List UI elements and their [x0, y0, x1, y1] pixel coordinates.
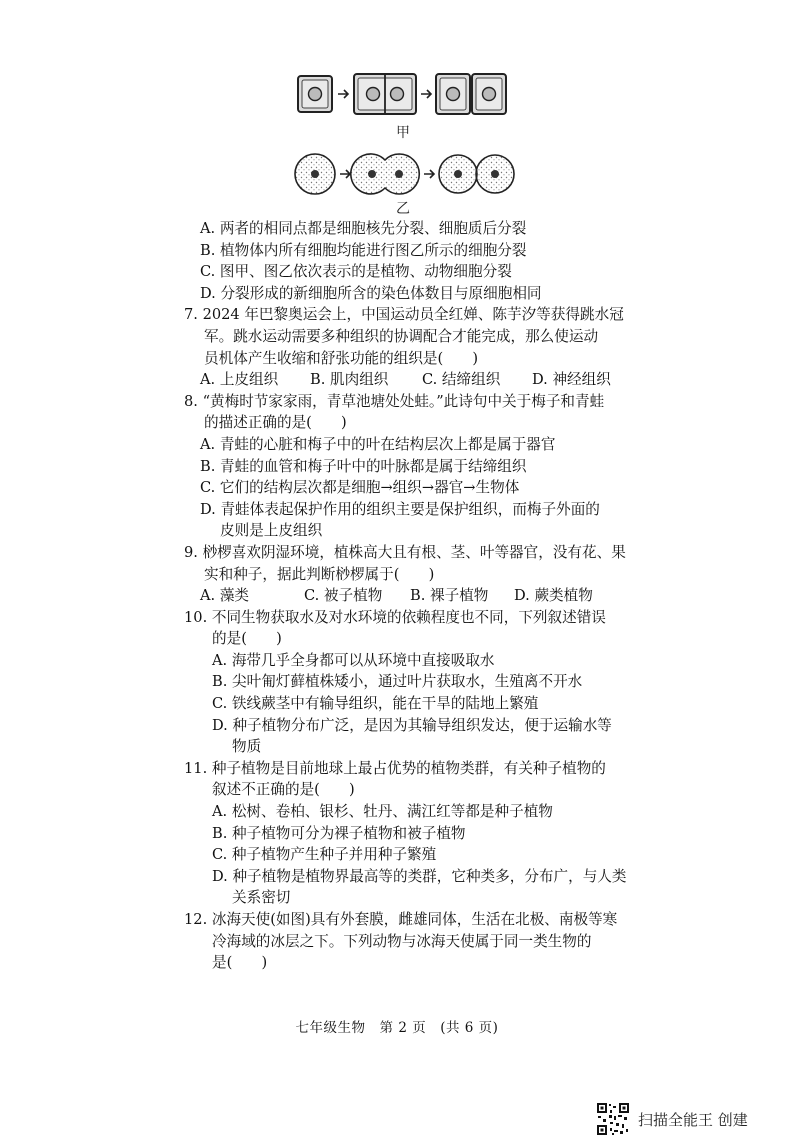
qr-code-icon: [596, 1102, 630, 1136]
q9-option-a: A. 藻类: [200, 587, 250, 605]
q8-option-d-cont: 皮则是上皮组织: [220, 522, 323, 540]
q7-stem-line-1: 7. 2024 年巴黎奥运会上，中国运动员全红婵、陈芋汐等获得跳水冠: [184, 306, 624, 324]
question-8: [184, 391, 736, 542]
q11-option-c: C. 种子植物产生种子并用种子繁殖: [212, 846, 437, 864]
q10-stem-line-1: 10. 不同生物获取水及对水环境的依赖程度也不同，下列叙述错误: [184, 608, 606, 626]
q10-option-a: A. 海带几乎全身都可以从环境中直接吸取水: [212, 651, 495, 669]
q9-stem-line-2: 实和种子，据此判断桫椤属于( ): [204, 565, 435, 583]
q9-stem-line-1: 9. 桫椤喜欢阴湿环境，植株高大且有根、茎、叶等器官，没有花、果: [184, 543, 626, 561]
q8-option-b: B. 青蛙的血管和梅子叶中的叶脉都是属于结缔组织: [200, 457, 527, 475]
question-11: [184, 758, 736, 909]
q7-stem-line-2: 军。跳水运动需要多种组织的协调配合才能完成，那么使运动: [204, 327, 599, 345]
q10-option-d: D. 种子植物分布广泛，是因为其输导组织发达，便于运输水等: [212, 716, 612, 734]
q8-option-c: C. 它们的结构层次都是细胞→组织→器官→生物体: [200, 479, 520, 497]
q8-option-a: A. 青蛙的心脏和梅子中的叶在结构层次上都是属于器官: [200, 435, 556, 453]
question-12: [184, 909, 736, 974]
scanner-text: 扫描全能王 创建: [638, 1110, 748, 1129]
q7-options: [184, 369, 736, 391]
cell-division-figure: [290, 66, 520, 216]
q9-options: [184, 585, 736, 607]
q11-stem-line-2: 叙述不正确的是( ): [212, 781, 355, 799]
q9-option-b: B. 裸子植物: [410, 587, 489, 605]
q11-option-a: A. 松树、卷柏、银杉、牡丹、满江红等都是种子植物: [212, 803, 553, 821]
q8-option-d: D. 青蛙体表起保护作用的组织主要是保护组织，而梅子外面的: [200, 500, 600, 518]
q6-option-a: A. 两者的相同点都是细胞核先分裂、细胞质后分裂: [200, 220, 527, 237]
figure-label-jia: 甲: [396, 125, 410, 141]
plant-cell-row: [298, 74, 506, 114]
question-10: [184, 607, 736, 758]
q12-stem-line-2: 冷海域的冰层之下。下列动物与冰海天使属于同一类生物的: [212, 932, 592, 950]
question-6: [196, 218, 736, 304]
q10-option-c: C. 铁线蕨茎中有输导组织，能在干旱的陆地上繁殖: [212, 695, 539, 713]
q7-option-a: A. 上皮组织: [200, 371, 279, 389]
figure-label-yi: 乙: [396, 201, 410, 217]
q10-option-d-cont: 物质: [232, 738, 262, 756]
q11-stem-line-1: 11. 种子植物是目前地球上最占优势的植物类群，有关种子植物的: [184, 759, 606, 777]
q6-option-d: D. 分裂形成的新细胞所含的染色体数目与原细胞相同: [200, 284, 542, 302]
animal-cell-row: [295, 154, 514, 194]
question-content: [184, 218, 736, 974]
q9-option-c: C. 被子植物: [304, 587, 383, 605]
q12-stem-line-1: 12. 冰海天使(如图)具有外套膜，雌雄同体，生活在北极、南极等寒: [184, 911, 618, 928]
scanner-watermark: [596, 1101, 748, 1137]
q11-option-d-cont: 关系密切: [232, 889, 291, 907]
q9-option-d: D. 蕨类植物: [514, 587, 593, 605]
q8-stem-line-1: 8. “黄梅时节家家雨，青草池塘处处蛙。”此诗句中关于梅子和青蛙: [184, 392, 605, 410]
q6-option-c: C. 图甲、图乙依次表示的是植物、动物细胞分裂: [200, 263, 512, 281]
q7-option-b: B. 肌肉组织: [310, 371, 389, 389]
q7-option-c: C. 结缔组织: [422, 371, 501, 389]
q10-option-b: B. 尖叶匍灯藓植株矮小，通过叶片获取水，生殖离不开水: [212, 673, 583, 691]
q10-stem-line-2: 的是( ): [212, 630, 282, 648]
question-9: [184, 542, 736, 607]
q11-option-d: D. 种子植物是植物界最高等的类群，它种类多，分布广，与人类: [212, 867, 627, 885]
q8-stem-line-2: 的描述正确的是( ): [204, 414, 347, 432]
page-footer: 七年级生物 第 2 页 (共 6 页): [295, 1020, 499, 1036]
q6-option-b: B. 植物体内所有细胞均能进行图乙所示的细胞分裂: [200, 241, 527, 259]
q11-option-b: B. 种子植物可分为裸子植物和被子植物: [212, 824, 466, 842]
q12-stem-line-3: 是( ): [212, 954, 268, 972]
q7-option-d: D. 神经组织: [532, 371, 611, 389]
q7-stem-line-3: 员机体产生收缩和舒张功能的组织是( ): [204, 349, 479, 367]
question-7: [184, 304, 736, 390]
